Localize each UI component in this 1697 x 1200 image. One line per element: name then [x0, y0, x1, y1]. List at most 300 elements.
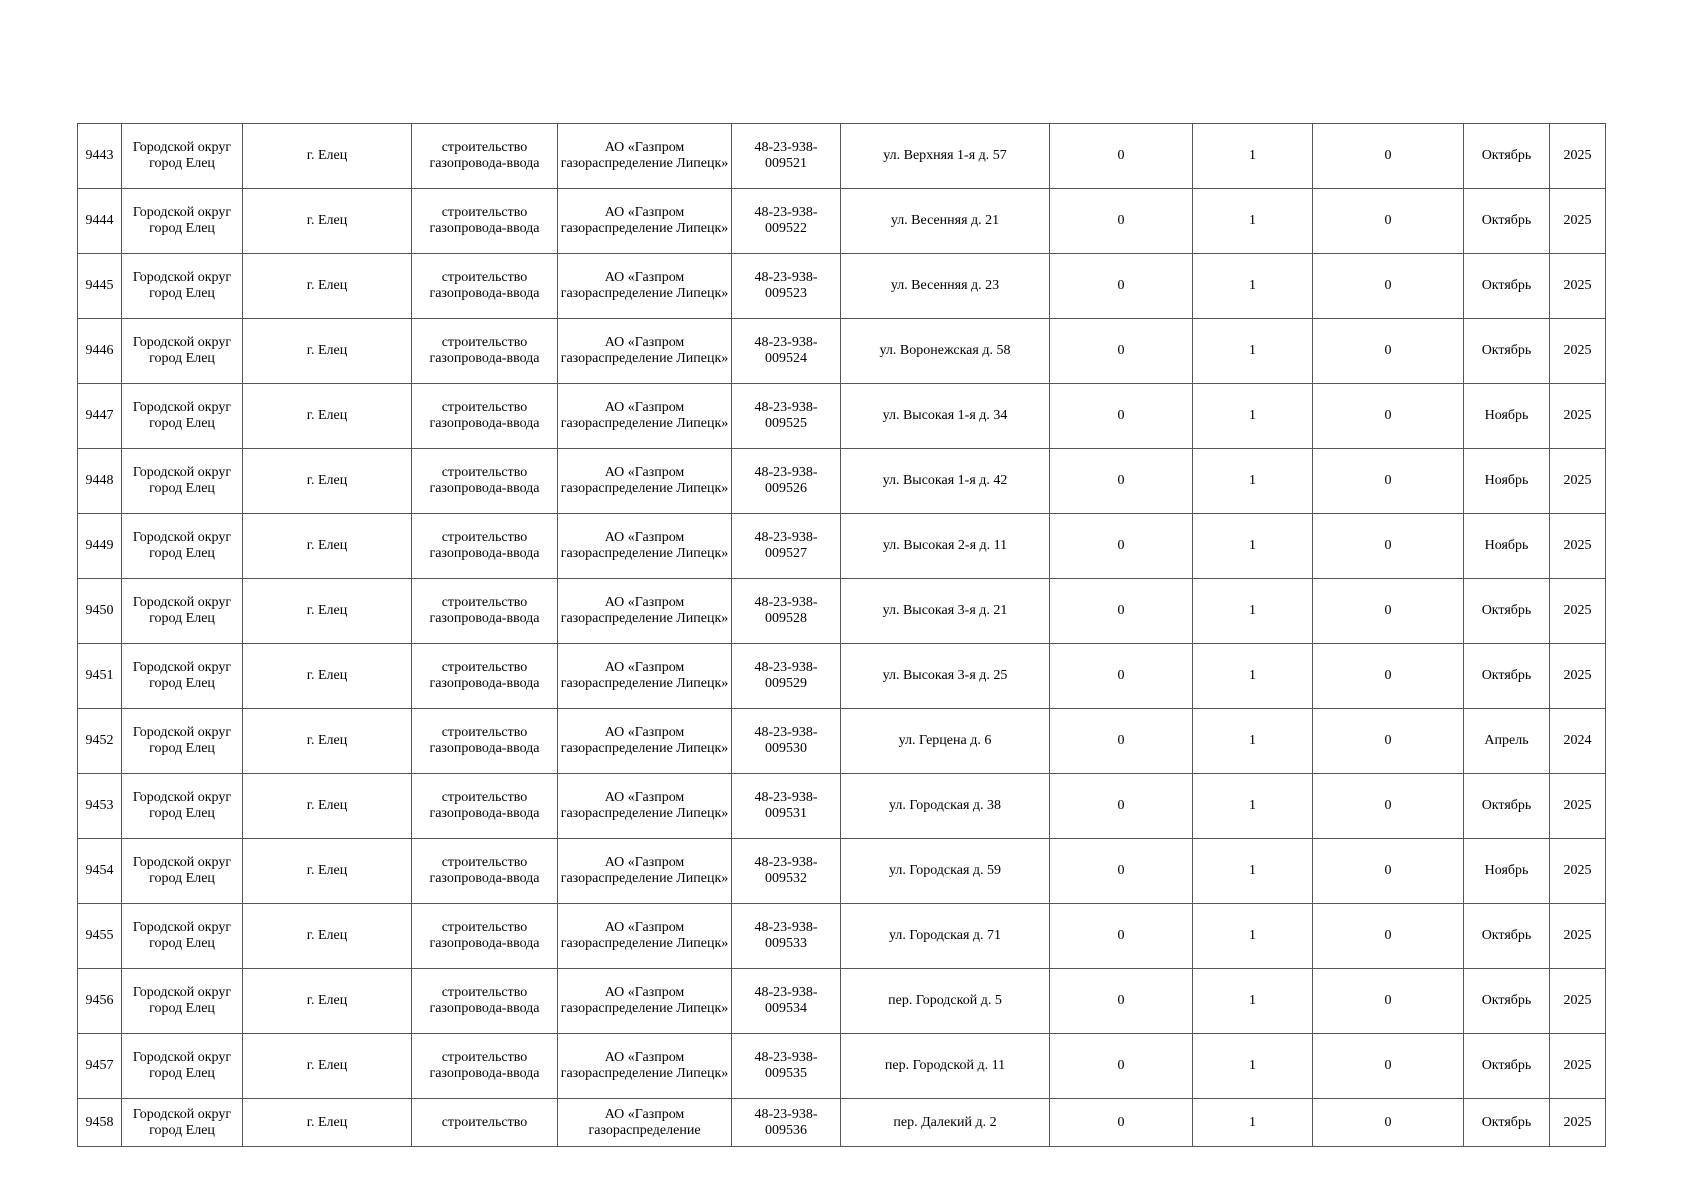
row-number-cell: [78, 319, 122, 384]
organization-name: АО «Газпром газораспределение Липецк»: [560, 530, 729, 561]
organization-cell: [558, 839, 732, 904]
value-1: 0: [1117, 993, 1125, 1008]
code-cell: [732, 579, 841, 644]
value-1-cell: [1050, 709, 1193, 774]
year-cell: [1550, 579, 1606, 644]
work-type: строительство газопровода-ввода: [429, 335, 540, 366]
row-number: 9445: [85, 278, 114, 293]
code-cell: [732, 1099, 841, 1147]
district-cell: [122, 709, 243, 774]
month: Октябрь: [1481, 798, 1532, 813]
table-row: [78, 969, 1606, 1034]
value-3-cell: [1313, 709, 1464, 774]
value-1-cell: [1050, 839, 1193, 904]
object-code: 48-23-938-009529: [754, 660, 818, 691]
organization-name: АО «Газпром газораспределение Липецк»: [560, 790, 729, 821]
object-code: 48-23-938-009523: [754, 270, 818, 301]
district-cell: [122, 1099, 243, 1147]
value-2-cell: [1193, 904, 1313, 969]
district-cell: [122, 124, 243, 189]
work-type-cell: [412, 189, 558, 254]
month-cell: [1464, 839, 1550, 904]
district-cell: [122, 969, 243, 1034]
month-cell: [1464, 904, 1550, 969]
city-name: г. Елец: [306, 603, 348, 618]
organization-cell: [558, 449, 732, 514]
city-name: г. Елец: [306, 1114, 348, 1130]
year-cell: [1550, 514, 1606, 579]
value-1: 0: [1117, 1058, 1125, 1073]
organization-cell: [558, 1099, 732, 1147]
district-name: Городской округ город Елец: [132, 335, 232, 366]
address-cell: [841, 904, 1050, 969]
city-cell: [243, 904, 412, 969]
city-name: г. Елец: [306, 798, 348, 813]
table-row: [78, 319, 1606, 384]
value-1-cell: [1050, 254, 1193, 319]
year-cell: [1550, 1099, 1606, 1147]
address: ул. Городская д. 38: [888, 798, 1002, 813]
organization-cell: [558, 579, 732, 644]
city-name: г. Елец: [306, 148, 348, 163]
year: 2025: [1563, 343, 1592, 358]
organization-cell: [558, 1034, 732, 1099]
organization-cell: [558, 969, 732, 1034]
value-1: 0: [1117, 668, 1125, 683]
value-1: 0: [1117, 148, 1125, 163]
city-cell: [243, 774, 412, 839]
district-cell: [122, 319, 243, 384]
city-cell: [243, 384, 412, 449]
work-type-cell: [412, 1099, 558, 1147]
object-code: 48-23-938-009525: [754, 400, 818, 431]
year: 2024: [1563, 733, 1592, 748]
organization-name: АО «Газпром газораспределение Липецк»: [560, 205, 729, 236]
month: Октябрь: [1481, 603, 1532, 618]
city-cell: [243, 514, 412, 579]
district-cell: [122, 774, 243, 839]
value-3: 0: [1384, 733, 1392, 748]
address-cell: [841, 124, 1050, 189]
table-row: [78, 709, 1606, 774]
address-cell: [841, 319, 1050, 384]
value-1-cell: [1050, 774, 1193, 839]
city-cell: [243, 1099, 412, 1147]
work-type-cell: [412, 709, 558, 774]
month: Октябрь: [1481, 928, 1532, 943]
table-row: [78, 189, 1606, 254]
row-number: 9444: [85, 213, 114, 228]
value-2: 1: [1249, 1114, 1256, 1130]
city-name: г. Елец: [306, 473, 348, 488]
row-number-cell: [78, 579, 122, 644]
value-1-cell: [1050, 579, 1193, 644]
value-2-cell: [1193, 969, 1313, 1034]
value-2-cell: [1193, 319, 1313, 384]
address-cell: [841, 774, 1050, 839]
value-3-cell: [1313, 124, 1464, 189]
year-cell: [1550, 904, 1606, 969]
code-cell: [732, 774, 841, 839]
organization-name: АО «Газпром газораспределение Липецк»: [560, 595, 729, 626]
organization-cell: [558, 384, 732, 449]
city-cell: [243, 969, 412, 1034]
address: ул. Городская д. 59: [888, 863, 1002, 878]
value-3-cell: [1313, 839, 1464, 904]
organization-name: АО «Газпром газораспределение Липецк»: [560, 335, 729, 366]
city-cell: [243, 839, 412, 904]
address: ул. Высокая 3-я д. 21: [882, 603, 1008, 618]
table-row: [78, 384, 1606, 449]
city-cell: [243, 449, 412, 514]
row-number: 9455: [85, 928, 114, 943]
object-code: 48-23-938-009536: [754, 1106, 818, 1138]
code-cell: [732, 124, 841, 189]
value-1-cell: [1050, 449, 1193, 514]
work-type: строительство газопровода-ввода: [429, 205, 540, 236]
value-3-cell: [1313, 449, 1464, 514]
year-cell: [1550, 449, 1606, 514]
district-name: Городской округ город Елец: [132, 920, 232, 951]
month-cell: [1464, 254, 1550, 319]
code-cell: [732, 449, 841, 514]
value-2: 1: [1249, 1058, 1256, 1073]
value-3-cell: [1313, 319, 1464, 384]
city-name: г. Елец: [306, 1058, 348, 1073]
city-name: г. Елец: [306, 213, 348, 228]
month: Октябрь: [1481, 213, 1532, 228]
district-cell: [122, 1034, 243, 1099]
row-number: 9448: [85, 473, 114, 488]
object-code: 48-23-938-009526: [754, 465, 818, 496]
value-3: 0: [1384, 213, 1392, 228]
month-cell: [1464, 644, 1550, 709]
value-2-cell: [1193, 579, 1313, 644]
city-cell: [243, 124, 412, 189]
address: ул. Герцена д. 6: [898, 733, 992, 748]
district-cell: [122, 839, 243, 904]
object-code: 48-23-938-009521: [754, 140, 818, 171]
district-name: Городской округ город Елец: [132, 725, 232, 756]
organization-cell: [558, 904, 732, 969]
row-number-cell: [78, 124, 122, 189]
city-cell: [243, 319, 412, 384]
month-cell: [1464, 384, 1550, 449]
value-1-cell: [1050, 1099, 1193, 1147]
city-cell: [243, 709, 412, 774]
row-number-cell: [78, 644, 122, 709]
year-cell: [1550, 839, 1606, 904]
value-1: 0: [1117, 928, 1125, 943]
row-number-cell: [78, 904, 122, 969]
address-cell: [841, 709, 1050, 774]
row-number-cell: [78, 449, 122, 514]
year-cell: [1550, 969, 1606, 1034]
row-number-cell: [78, 1034, 122, 1099]
district-name: Городской округ город Елец: [132, 1106, 232, 1138]
value-3-cell: [1313, 189, 1464, 254]
district-cell: [122, 644, 243, 709]
work-type-cell: [412, 384, 558, 449]
year: 2025: [1563, 928, 1592, 943]
table-row: [78, 839, 1606, 904]
code-cell: [732, 709, 841, 774]
value-1: 0: [1117, 278, 1125, 293]
value-2-cell: [1193, 839, 1313, 904]
address-cell: [841, 189, 1050, 254]
object-code: 48-23-938-009531: [754, 790, 818, 821]
work-type: строительство: [441, 1114, 528, 1130]
organization-name: АО «Газпром газораспределение Липецк»: [560, 465, 729, 496]
value-3: 0: [1384, 863, 1392, 878]
month: Ноябрь: [1484, 538, 1529, 553]
value-3: 0: [1384, 1058, 1392, 1073]
organization-name: АО «Газпром газораспределение Липецк»: [560, 855, 729, 886]
month-cell: [1464, 1034, 1550, 1099]
year: 2025: [1563, 278, 1592, 293]
city-name: г. Елец: [306, 733, 348, 748]
value-2-cell: [1193, 124, 1313, 189]
row-number-cell: [78, 774, 122, 839]
row-number: 9453: [85, 798, 114, 813]
month-cell: [1464, 189, 1550, 254]
address-cell: [841, 644, 1050, 709]
value-2-cell: [1193, 449, 1313, 514]
city-cell: [243, 644, 412, 709]
row-number: 9450: [85, 603, 114, 618]
value-1: 0: [1117, 1114, 1125, 1130]
table-row: [78, 514, 1606, 579]
value-2: 1: [1249, 668, 1256, 683]
row-number: 9457: [85, 1058, 114, 1073]
value-3-cell: [1313, 904, 1464, 969]
object-code: 48-23-938-009535: [754, 1050, 818, 1081]
row-number: 9447: [85, 408, 114, 423]
row-number: 9451: [85, 668, 114, 683]
work-type-cell: [412, 579, 558, 644]
value-3: 0: [1384, 603, 1392, 618]
month-cell: [1464, 709, 1550, 774]
value-1: 0: [1117, 733, 1125, 748]
organization-cell: [558, 709, 732, 774]
district-cell: [122, 254, 243, 319]
district-cell: [122, 384, 243, 449]
value-1: 0: [1117, 798, 1125, 813]
code-cell: [732, 319, 841, 384]
table-row: [78, 904, 1606, 969]
object-code: 48-23-938-009530: [754, 725, 818, 756]
month-cell: [1464, 579, 1550, 644]
value-3: 0: [1384, 148, 1392, 163]
year: 2025: [1563, 1114, 1592, 1130]
work-type-cell: [412, 254, 558, 319]
address-cell: [841, 384, 1050, 449]
year: 2025: [1563, 668, 1592, 683]
table-row: [78, 254, 1606, 319]
value-3-cell: [1313, 644, 1464, 709]
organization-cell: [558, 774, 732, 839]
year: 2025: [1563, 148, 1592, 163]
city-cell: [243, 1034, 412, 1099]
district-name: Городской округ город Елец: [132, 660, 232, 691]
code-cell: [732, 514, 841, 579]
district-name: Городской округ город Елец: [132, 1050, 232, 1081]
address: ул. Высокая 3-я д. 25: [882, 668, 1008, 683]
row-number-cell: [78, 709, 122, 774]
organization-name: АО «Газпром газораспределение Липецк»: [560, 140, 729, 171]
value-3-cell: [1313, 384, 1464, 449]
object-code: 48-23-938-009527: [754, 530, 818, 561]
value-1: 0: [1117, 473, 1125, 488]
organization-name: АО «Газпром газораспределение Липецк»: [560, 660, 729, 691]
address-cell: [841, 1099, 1050, 1147]
value-3: 0: [1384, 798, 1392, 813]
table-row: [78, 449, 1606, 514]
year: 2025: [1563, 798, 1592, 813]
address-cell: [841, 449, 1050, 514]
gasification-schedule-table: [77, 123, 1606, 1147]
value-3-cell: [1313, 1099, 1464, 1147]
district-cell: [122, 514, 243, 579]
row-number-cell: [78, 384, 122, 449]
address: ул. Воронежская д. 58: [879, 343, 1011, 358]
year-cell: [1550, 319, 1606, 384]
year-cell: [1550, 1034, 1606, 1099]
city-name: г. Елец: [306, 668, 348, 683]
table-row: [78, 644, 1606, 709]
month: Октябрь: [1481, 278, 1532, 293]
value-1-cell: [1050, 384, 1193, 449]
work-type: строительство газопровода-ввода: [429, 1050, 540, 1081]
value-2-cell: [1193, 709, 1313, 774]
month-cell: [1464, 969, 1550, 1034]
year: 2025: [1563, 863, 1592, 878]
value-2-cell: [1193, 189, 1313, 254]
code-cell: [732, 969, 841, 1034]
organization-name: АО «Газпром газораспределение Липецк»: [560, 920, 729, 951]
value-1-cell: [1050, 1034, 1193, 1099]
value-1: 0: [1117, 408, 1125, 423]
value-2: 1: [1249, 863, 1256, 878]
value-1: 0: [1117, 343, 1125, 358]
row-number: 9449: [85, 538, 114, 553]
value-3: 0: [1384, 538, 1392, 553]
value-1: 0: [1117, 213, 1125, 228]
value-1-cell: [1050, 904, 1193, 969]
month-cell: [1464, 124, 1550, 189]
organization-name: АО «Газпром газораспределение Липецк»: [560, 400, 729, 431]
value-3: 0: [1384, 1114, 1392, 1130]
address-cell: [841, 514, 1050, 579]
district-name: Городской округ город Елец: [132, 465, 232, 496]
work-type-cell: [412, 969, 558, 1034]
value-3-cell: [1313, 579, 1464, 644]
work-type-cell: [412, 644, 558, 709]
year: 2025: [1563, 993, 1592, 1008]
year-cell: [1550, 709, 1606, 774]
work-type: строительство газопровода-ввода: [429, 400, 540, 431]
month: Октябрь: [1481, 668, 1532, 683]
value-1: 0: [1117, 538, 1125, 553]
month-cell: [1464, 1099, 1550, 1147]
code-cell: [732, 904, 841, 969]
row-number: 9454: [85, 863, 114, 878]
value-3-cell: [1313, 254, 1464, 319]
value-3-cell: [1313, 514, 1464, 579]
work-type: строительство газопровода-ввода: [429, 595, 540, 626]
code-cell: [732, 1034, 841, 1099]
year-cell: [1550, 774, 1606, 839]
work-type: строительство газопровода-ввода: [429, 660, 540, 691]
district-name: Городской округ город Елец: [132, 595, 232, 626]
row-number: 9456: [85, 993, 114, 1008]
work-type: строительство газопровода-ввода: [429, 270, 540, 301]
row-number-cell: [78, 254, 122, 319]
object-code: 48-23-938-009522: [754, 205, 818, 236]
value-3: 0: [1384, 343, 1392, 358]
row-number: 9443: [85, 148, 114, 163]
organization-cell: [558, 319, 732, 384]
city-name: г. Елец: [306, 538, 348, 553]
value-2: 1: [1249, 733, 1256, 748]
object-code: 48-23-938-009524: [754, 335, 818, 366]
district-cell: [122, 579, 243, 644]
row-number-cell: [78, 514, 122, 579]
value-2: 1: [1249, 538, 1256, 553]
month-cell: [1464, 774, 1550, 839]
row-number-cell: [78, 969, 122, 1034]
value-2-cell: [1193, 1099, 1313, 1147]
month: Апрель: [1484, 733, 1529, 748]
value-2: 1: [1249, 278, 1256, 293]
work-type: строительство газопровода-ввода: [429, 530, 540, 561]
month-cell: [1464, 319, 1550, 384]
month: Октябрь: [1481, 1114, 1532, 1130]
value-2-cell: [1193, 254, 1313, 319]
code-cell: [732, 839, 841, 904]
row-number: 9458: [85, 1114, 114, 1130]
table-row: [78, 124, 1606, 189]
district-cell: [122, 449, 243, 514]
city-name: г. Елец: [306, 278, 348, 293]
year-cell: [1550, 644, 1606, 709]
work-type-cell: [412, 774, 558, 839]
value-1-cell: [1050, 644, 1193, 709]
table-row: [78, 774, 1606, 839]
district-cell: [122, 904, 243, 969]
city-name: г. Елец: [306, 863, 348, 878]
district-cell: [122, 189, 243, 254]
work-type-cell: [412, 514, 558, 579]
row-number-cell: [78, 839, 122, 904]
address: ул. Высокая 1-я д. 34: [882, 408, 1008, 423]
organization-cell: [558, 124, 732, 189]
value-3: 0: [1384, 668, 1392, 683]
year: 2025: [1563, 408, 1592, 423]
city-name: г. Елец: [306, 343, 348, 358]
value-3-cell: [1313, 969, 1464, 1034]
organization-name: АО «Газпром газораспределение: [588, 1106, 701, 1138]
value-3: 0: [1384, 408, 1392, 423]
code-cell: [732, 384, 841, 449]
row-number-cell: [78, 189, 122, 254]
value-2: 1: [1249, 148, 1256, 163]
work-type-cell: [412, 839, 558, 904]
value-2-cell: [1193, 774, 1313, 839]
year: 2025: [1563, 538, 1592, 553]
work-type-cell: [412, 319, 558, 384]
value-1-cell: [1050, 969, 1193, 1034]
